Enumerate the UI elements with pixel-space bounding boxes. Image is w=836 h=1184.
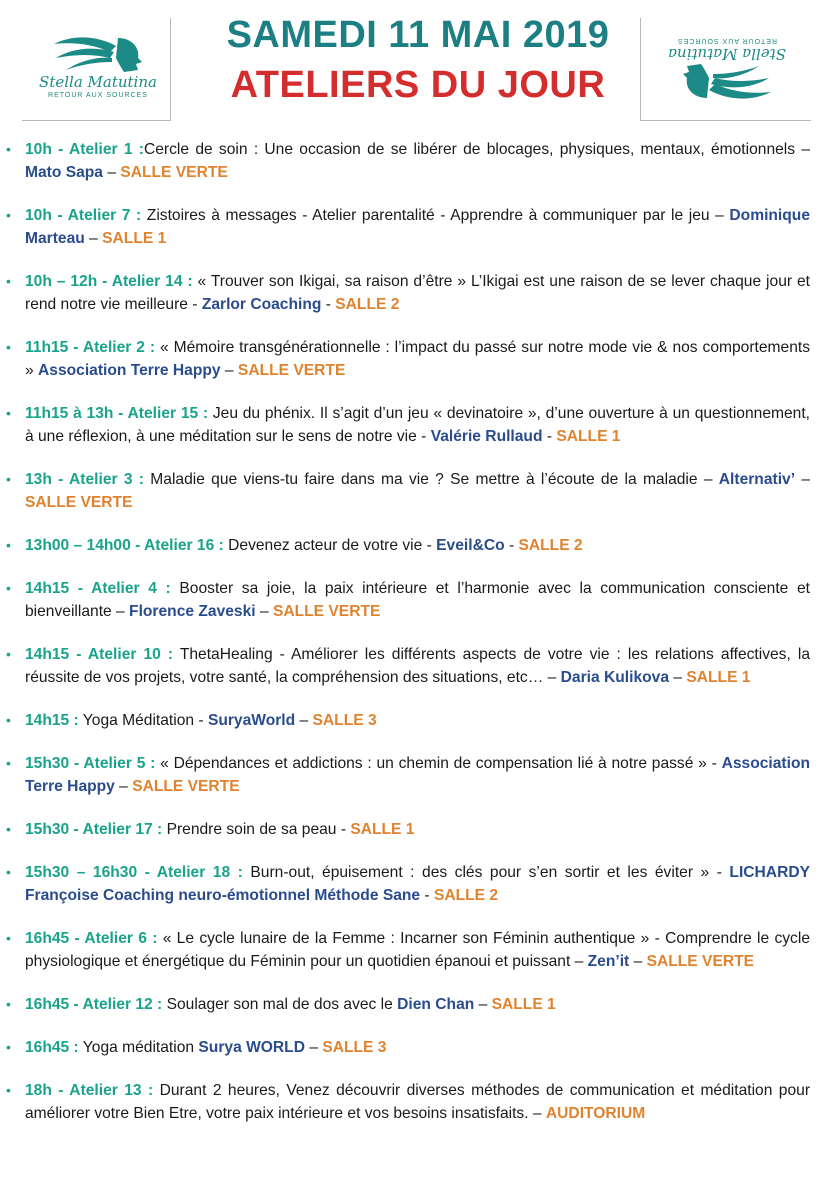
workshop-description: Yoga méditation [78, 1039, 199, 1056]
workshop-item: • 14h15 - Atelier 10 : ThetaHealing - Améliorer les différents aspects de votre vie : les relations affectives, la réussite de vos projets, votre santé, la compréhension des situations, etc… – Daria Kulikova – SALLE 1 [0, 643, 836, 689]
workshop-description: Cercle de soin : Une occasion de se libérer de blocages, physiques, mentaux, émotionnels – [143, 141, 810, 158]
logo-tagline: RETOUR AUX SOURCES [48, 92, 148, 99]
workshop-time: 10h – 12h - Atelier 14 : [25, 273, 193, 290]
workshop-item: • 15h30 – 16h30 - Atelier 18 : Burn-out, épuisement : des clés pour s’en sortir et les éviter » - LICHARDY Françoise Coaching neuro-émotionnel Méthode Sane - SALLE 2 [0, 861, 836, 907]
workshop-room: SALLE 1 [686, 669, 751, 686]
workshop-description: Prendre soin de sa peau - [162, 821, 351, 838]
workshop-time: 13h00 – 14h00 - Atelier 16 : [25, 537, 224, 554]
workshop-time: 11h15 - Atelier 2 : [25, 339, 156, 356]
workshop-item: • 16h45 : Yoga méditation Surya WORLD – SALLE 3 [0, 1036, 836, 1059]
workshop-time: 10h - Atelier 7 : [25, 207, 142, 224]
date-title: SAMEDI 11 MAI 2019 [226, 14, 610, 56]
workshop-speaker: Eveil&Co [436, 537, 505, 554]
workshop-room: SALLE 2 [518, 537, 583, 554]
workshop-description: « Trouver son Ikigai, sa raison d’être » L’Ikigai est une raison de se lever chaque jour et rend notre vie meilleure - [25, 273, 810, 313]
workshop-time: 15h30 - Atelier 17 : [25, 821, 163, 838]
workshop-list [0, 138, 836, 1145]
workshop-speaker: Dien Chan [397, 996, 475, 1013]
workshop-description: Booster sa joie, la paix intérieure et l’harmonie avec la communication consciente et bienveillante – [25, 580, 810, 620]
workshop-speaker: Surya WORLD [198, 1039, 305, 1056]
workshop-description: Zistoires à messages - Atelier parentalité - Apprendre à communiquer par le jeu – [141, 207, 730, 224]
workshop-time: 18h - Atelier 13 : [25, 1082, 154, 1099]
workshop-room: SALLE 1 [491, 996, 556, 1013]
workshop-speaker: Association Terre Happy [25, 755, 810, 795]
workshop-item [0, 1079, 836, 1125]
workshop-time: 10h - Atelier 1 : [25, 141, 144, 158]
workshop-item: • 10h - Atelier 7 : Zistoires à messages - Atelier parentalité - Apprendre à communiquer par le jeu – Dominique Marteau – SALLE 1 [0, 204, 836, 250]
workshop-time: 15h30 - Atelier 5 : [25, 755, 156, 772]
workshop-description: « Le cycle lunaire de la Femme : Incarner son Féminin authentique » - Comprendre le cycle physiologique et énergétique du Féminin pour un quotidien épanoui et puissant – [25, 930, 810, 970]
leaf-face-icon [677, 62, 777, 104]
workshop-description: Soulager son mal de dos avec le [162, 996, 398, 1013]
logo-name: Stella Matutina [39, 73, 157, 91]
workshop-description: « Dépendances et addictions : un chemin de compensation lié à notre passé » - [155, 755, 722, 772]
workshop-time: 14h15 - Atelier 4 : [25, 580, 171, 597]
workshop-room: SALLE 2 [335, 296, 400, 313]
workshop-item: • 10h – 12h - Atelier 14 : « Trouver son Ikigai, sa raison d’être » L’Ikigai est une raison de se lever chaque jour et rend notre vie meilleure - Zarlor Coaching - SALLE 2 [0, 270, 836, 316]
workshop-item: • 15h30 - Atelier 5 : « Dépendances et addictions : un chemin de compensation lié à notre passé » - Association Terre Happy – SALLE VERTE [0, 752, 836, 798]
workshop-description: Jeu du phénix. Il s’agit d’un jeu « devinatoire », d’une ouverture à un questionnement, à une réflexion, à une méditation sur le sens de notre vie - [25, 405, 810, 445]
workshop-room: SALLE 1 [556, 428, 621, 445]
workshop-speaker: Association Terre Happy [38, 362, 221, 379]
workshop-speaker: SuryaWorld [207, 712, 296, 729]
workshop-time: 11h15 à 13h - Atelier 15 : [25, 405, 209, 422]
workshop-description: ThetaHealing - Améliorer les différents aspects de votre vie : les relations affectives, la réussite de vos projets, votre santé, la compréhension des situations, etc… – [25, 646, 810, 686]
workshop-description: Devenez acteur de votre vie - [223, 537, 437, 554]
workshop-room: SALLE VERTE [237, 362, 346, 379]
workshop-time: 16h45 : [25, 1039, 79, 1056]
workshop-room: SALLE 2 [433, 887, 499, 904]
workshop-item: • 10h - Atelier 1 :Cercle de soin : Une occasion de se libérer de blocages, physiques, mentaux, émotionnels – Mato Sapa – SALLE VERTE [0, 138, 836, 184]
workshop-speaker: Dominique Marteau [25, 207, 810, 247]
workshop-item: • 13h - Atelier 3 : Maladie que viens-tu faire dans ma vie ? Se mettre à l’écoute de la maladie – Alternativ’ – SALLE VERTE [0, 468, 836, 514]
workshop-item: • 14h15 : Yoga Méditation - SuryaWorld – SALLE 3 [0, 709, 836, 732]
workshop-speaker: Valérie Rullaud [430, 428, 543, 445]
workshop-time: 16h45 - Atelier 12 : [25, 996, 163, 1013]
workshop-speaker: Daria Kulikova [560, 669, 670, 686]
workshop-item: • 16h45 - Atelier 12 : Soulager son mal de dos avec le Dien Chan – SALLE 1 [0, 993, 836, 1016]
page-subtitle: ATELIERS DU JOUR [230, 64, 606, 106]
workshop-item: • 16h45 - Atelier 6 : « Le cycle lunaire de la Femme : Incarner son Féminin authentique » - Comprendre le cycle physiologique et énergétique du Féminin pour un quotidien épanoui et puissant – Zen’it – SALLE VERTE [0, 927, 836, 973]
workshop-room: SALLE 1 [102, 230, 167, 247]
workshop-speaker: Zarlor Coaching [201, 296, 322, 313]
workshop-time: 13h - Atelier 3 : [25, 471, 144, 488]
workshop-speaker: Florence Zaveski [129, 603, 256, 620]
workshop-description: Yoga Méditation - [78, 712, 208, 729]
workshop-speaker: LICHARDY Françoise Coaching neuro-émotionnel Méthode Sane [25, 864, 810, 904]
logo-right [640, 18, 811, 121]
workshop-description: Burn-out, épuisement : des clés pour s’en sortir et les éviter » - [242, 864, 730, 881]
logo-name-mirrored: Stella Matutina [668, 45, 786, 63]
workshop-speaker: Mato Sapa [25, 164, 103, 181]
workshop-room: SALLE VERTE [120, 164, 228, 181]
workshop-description: Maladie que viens-tu faire dans ma vie ? Se mettre à l’écoute de la maladie – [144, 471, 719, 488]
workshop-room: SALLE VERTE [646, 953, 755, 970]
workshop-room: SALLE VERTE [132, 778, 240, 795]
workshop-speaker: Zen’it [587, 953, 630, 970]
workshop-room: SALLE VERTE [272, 603, 381, 620]
workshop-item: • 11h15 à 13h - Atelier 15 : Jeu du phénix. Il s’agit d’un jeu « devinatoire », d’une ouverture à un questionnement, à une réflexion, à une méditation sur le sens de notre vie - Valérie Rullaud - SALLE 1 [0, 402, 836, 448]
workshop-room: SALLE VERTE [25, 494, 133, 511]
workshop-description: Durant 2 heures, Venez découvrir diverses méthodes de communication et méditation pour améliorer votre Bien Etre, votre paix intérieure et vos besoins insatisfaits. – [25, 1082, 811, 1122]
workshop-item [0, 818, 836, 841]
workshop-room: SALLE 1 [350, 821, 415, 838]
logo-tagline-mirrored: RETOUR AUX SOURCES [677, 37, 777, 44]
workshop-time: 14h15 - Atelier 10 : [25, 646, 174, 663]
workshop-item: • 14h15 - Atelier 4 : Booster sa joie, la paix intérieure et l’harmonie avec la communication consciente et bienveillante – Florence Zaveski – SALLE VERTE [0, 577, 836, 623]
workshop-speaker: Alternativ’ [718, 471, 796, 488]
workshop-room: SALLE 3 [312, 712, 377, 729]
page-header [0, 0, 836, 128]
workshop-item: • 11h15 - Atelier 2 : « Mémoire transgénérationnelle : l’impact du passé sur notre mode vie & nos comportements » Association Terre Happy – SALLE VERTE [0, 336, 836, 382]
workshop-time: 15h30 – 16h30 - Atelier 18 : [25, 864, 243, 881]
workshop-description: « Mémoire transgénérationnelle : l’impact du passé sur notre mode vie & nos comportements » [25, 339, 810, 379]
workshop-room: AUDITORIUM [545, 1105, 646, 1122]
workshop-time: 14h15 : [25, 712, 79, 729]
workshop-room: SALLE 3 [322, 1039, 387, 1056]
workshop-item: • 13h00 – 14h00 - Atelier 16 : Devenez acteur de votre vie - Eveil&Co - SALLE 2 [0, 534, 836, 557]
workshop-time: 16h45 - Atelier 6 : [25, 930, 158, 947]
